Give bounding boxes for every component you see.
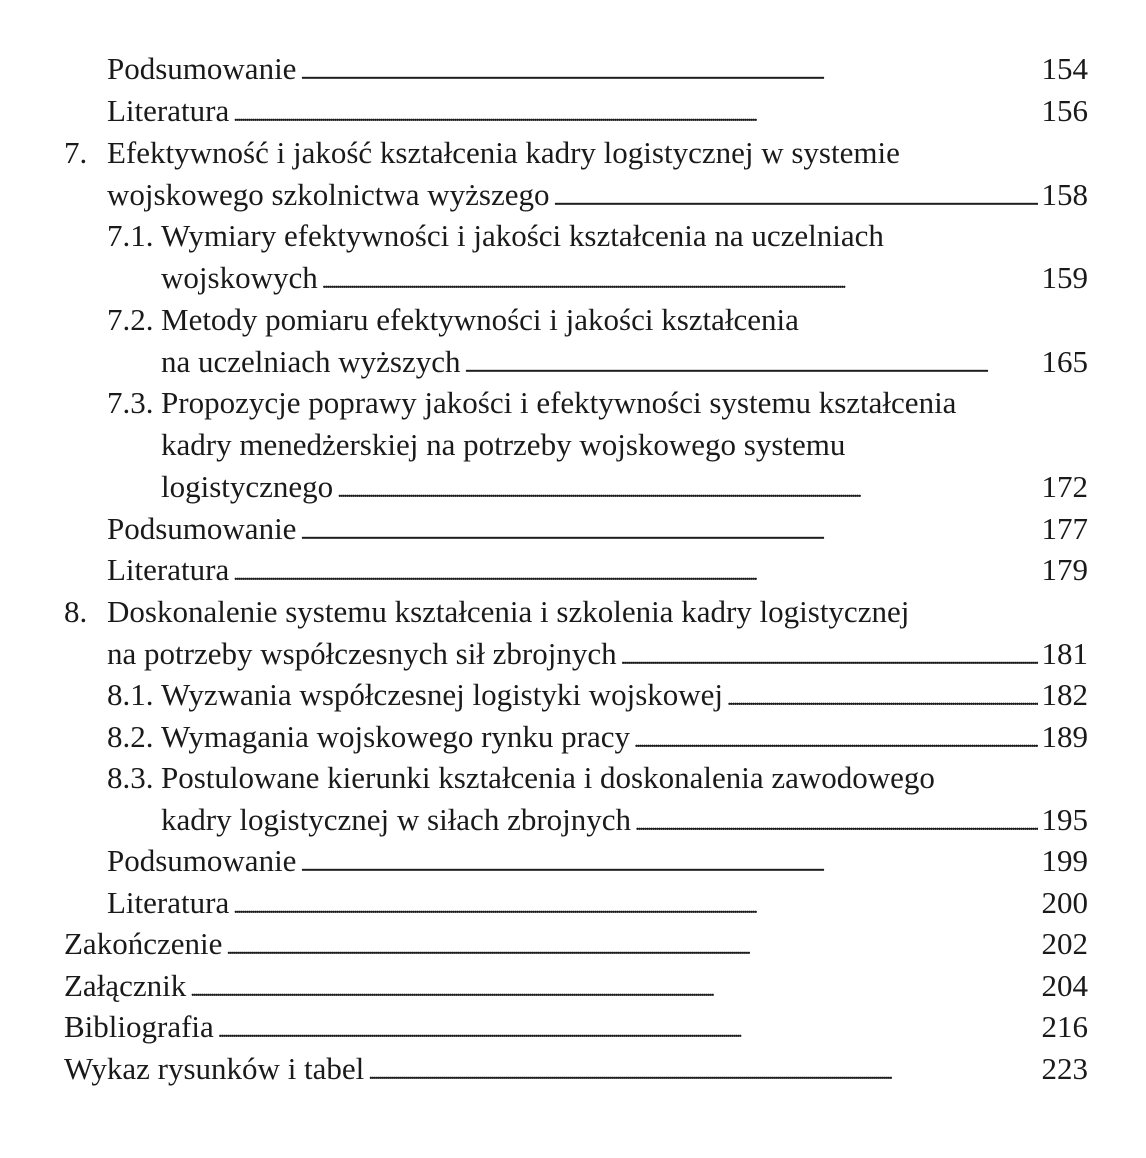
toc-entry-title: Propozycje poprawy jakości i efektywności systemu kształcenia: [161, 385, 957, 420]
toc-entry-page: 158: [1041, 177, 1088, 212]
toc-entry: [64, 965, 1088, 1007]
dot-leader: [635, 803, 1037, 845]
toc-entry-page: 181: [1041, 636, 1088, 671]
toc-entry-title: Podsumowanie: [107, 511, 297, 546]
toc-entry-number: 7.1.: [107, 218, 154, 253]
toc-entry-title: Wymiary efektywności i jakości kształcenia na uczelniach: [161, 218, 884, 253]
toc-entry-title: na potrzeby współczesnych sił zbrojnych: [107, 636, 617, 671]
toc-entry-page: 216: [1041, 1009, 1088, 1044]
dot-leader: [300, 512, 1037, 554]
toc-entry: [107, 882, 1088, 924]
dot-leader: [218, 1010, 1038, 1052]
toc-entry: [64, 1006, 1088, 1048]
toc-entry-number: 7.2.: [107, 302, 154, 337]
toc-entry-title: Podsumowanie: [107, 843, 297, 878]
toc-entry-title: Zakończenie: [64, 926, 223, 961]
dot-leader: [322, 261, 1038, 303]
toc-entry-title: Wymagania wojskowego rynku pracy: [161, 719, 631, 754]
toc-entry-title: Bibliografia: [64, 1009, 214, 1044]
dot-leader: [233, 886, 1037, 928]
toc-entry: [64, 591, 909, 633]
toc-entry: [107, 549, 1088, 591]
dot-leader: [226, 927, 1037, 969]
toc-entry: [64, 923, 1088, 965]
toc-entry-title: Literatura: [107, 885, 230, 920]
dot-leader: [300, 52, 1037, 94]
toc-entry-title: Metody pomiaru efektywności i jakości kształcenia: [161, 302, 799, 337]
toc-entry-number: 8.1.: [107, 677, 154, 712]
toc-entry-title: Literatura: [107, 93, 230, 128]
toc-entry-page: 159: [1041, 260, 1088, 295]
dot-leader: [190, 969, 1037, 1011]
toc-entry: [64, 1048, 1088, 1090]
toc-entry-page: 182: [1041, 677, 1088, 712]
toc-entry-page: 202: [1041, 926, 1088, 961]
toc-entry-page: 165: [1041, 344, 1088, 379]
toc-entry-title: Podsumowanie: [107, 51, 297, 86]
toc-entry: [161, 341, 1088, 383]
toc-entry-page: 177: [1041, 511, 1088, 546]
dot-leader: [465, 345, 1038, 387]
toc-entry-page: 172: [1041, 469, 1088, 504]
toc-entry-title: Doskonalenie systemu kształcenia i szkolenia kadry logistycznej: [107, 594, 910, 629]
toc-entry: [107, 840, 1088, 882]
toc-entry: [107, 299, 799, 341]
toc-entry-number: 8.2.: [107, 719, 154, 754]
toc-entry-title: logistycznego: [161, 469, 334, 504]
dot-leader: [621, 637, 1038, 679]
toc-entry-title: Efektywność i jakość kształcenia kadry logistycznej w systemie: [107, 135, 900, 170]
toc-entry-title: Wykaz rysunków i tabel: [64, 1051, 365, 1086]
toc-entry: [107, 174, 1088, 216]
toc-entry-page: 189: [1041, 719, 1088, 754]
toc-entry: [107, 716, 1088, 758]
toc-entry-title: Postulowane kierunki kształcenia i doskonalenia zawodowego: [161, 760, 935, 795]
dot-leader: [368, 1052, 1037, 1094]
toc-entry-title: na uczelniach wyższych: [161, 344, 461, 379]
toc-entry-number: 7.3.: [107, 385, 154, 420]
toc-entry: [107, 48, 1088, 90]
toc-entry: [161, 799, 1088, 841]
toc-entry-page: 195: [1041, 802, 1088, 837]
toc-entry-page: 204: [1041, 968, 1088, 1003]
dot-leader: [554, 178, 1038, 220]
toc-entry-page: 156: [1041, 93, 1088, 128]
dot-leader: [233, 553, 1037, 595]
toc-entry: [161, 466, 1088, 508]
toc-entry: [107, 508, 1088, 550]
dot-leader: [337, 470, 1037, 512]
toc-entry: [107, 757, 935, 799]
toc-entry-title: wojskowych: [161, 260, 318, 295]
dot-leader: [634, 720, 1037, 762]
toc-entry-number: 7.: [64, 135, 88, 170]
toc-entry-title: Załącznik: [64, 968, 187, 1003]
toc-entry-page: 154: [1041, 51, 1088, 86]
toc-entry-title: Literatura: [107, 552, 230, 587]
dot-leader: [300, 844, 1037, 886]
toc-entry: [107, 90, 1088, 132]
toc-entry: [161, 424, 845, 466]
toc-entry: [161, 257, 1088, 299]
toc-entry-number: 8.: [64, 594, 88, 629]
toc-entry-page: 200: [1041, 885, 1088, 920]
toc-entry: [64, 132, 900, 174]
toc-entry-title: kadry menedżerskiej na potrzeby wojskowego systemu: [161, 427, 846, 462]
toc-entry-title: wojskowego szkolnictwa wyższego: [107, 177, 550, 212]
toc-entry-page: 179: [1041, 552, 1088, 587]
dot-leader: [727, 678, 1037, 720]
toc-entry-page: 199: [1041, 843, 1088, 878]
toc-entry-title: kadry logistycznej w siłach zbrojnych: [161, 802, 632, 837]
toc-entry: [107, 382, 956, 424]
toc-entry: [107, 633, 1088, 675]
dot-leader: [233, 94, 1037, 136]
toc-entry-title: Wyzwania współczesnej logistyki wojskowej: [161, 677, 724, 712]
toc-entry-number: 8.3.: [107, 760, 154, 795]
toc-entry: [107, 215, 884, 257]
toc-entry: [107, 674, 1088, 716]
toc-entry-page: 223: [1041, 1051, 1088, 1086]
